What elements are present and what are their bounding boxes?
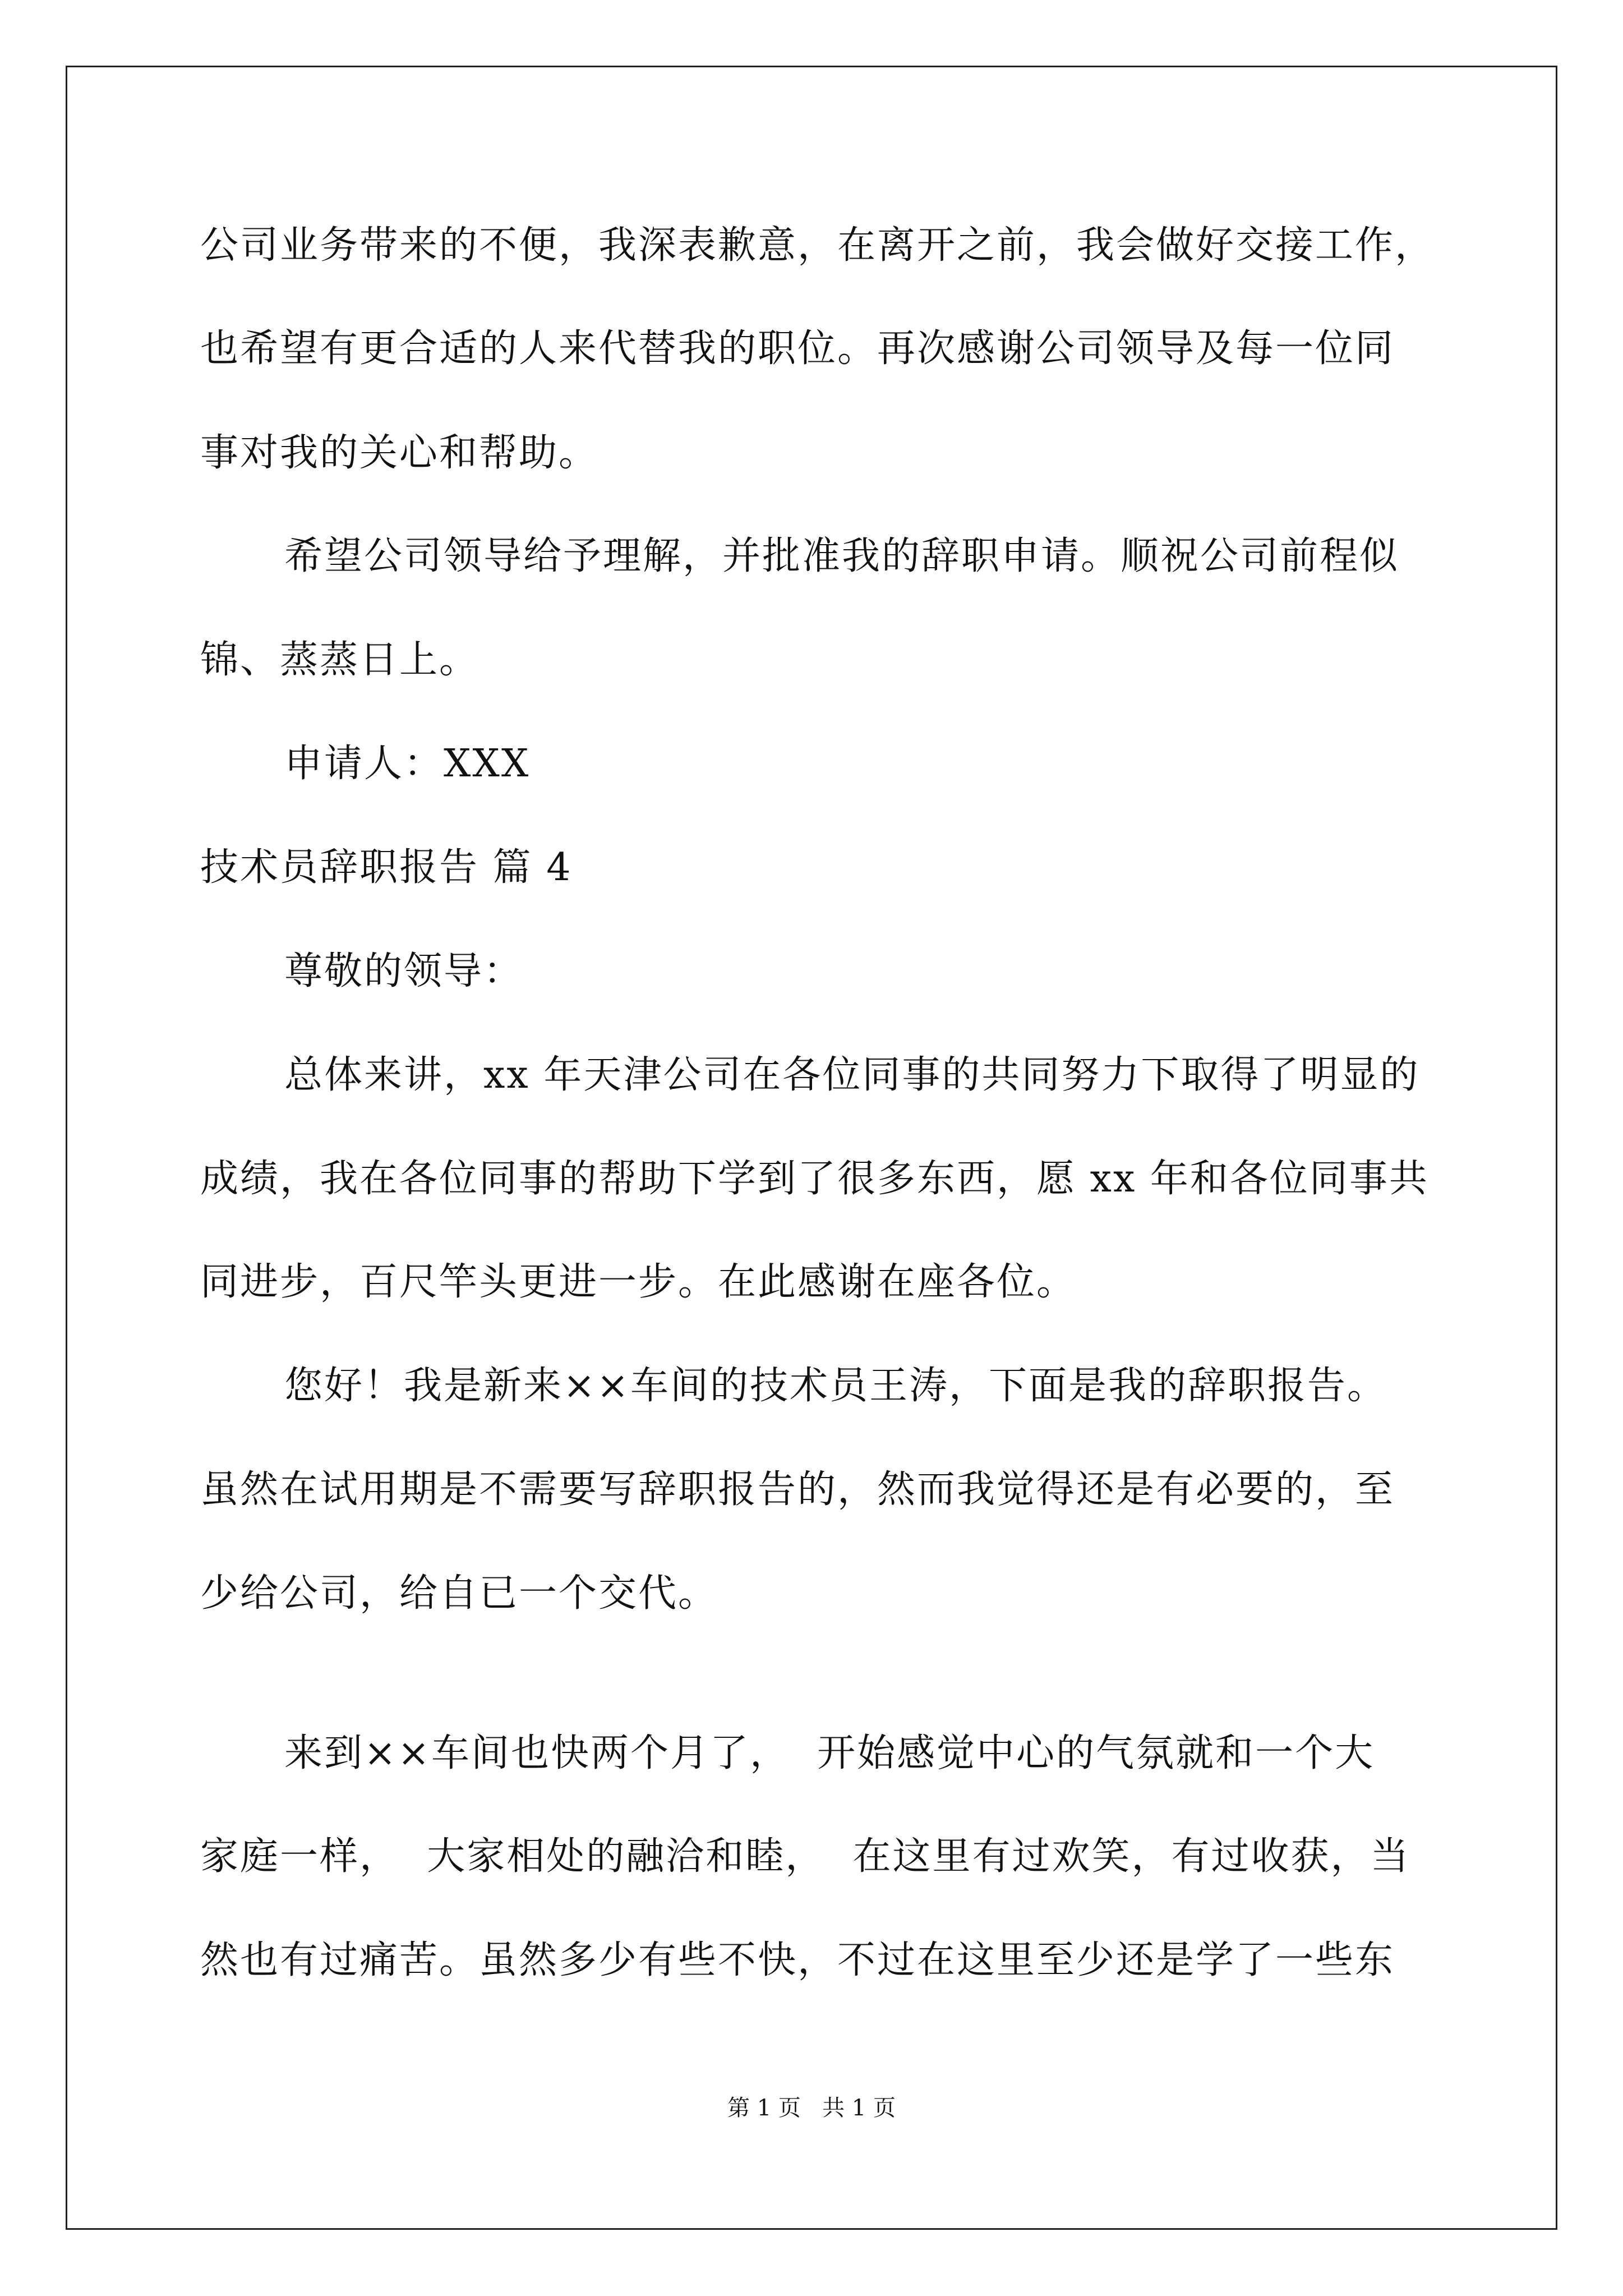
text-line: 然也有过痛苦。虽然多少有些不快，不过在这里至少还是学了一些东 [200, 1938, 1395, 1982]
text-line: 少给公司，给自已一个交代。 [200, 1571, 718, 1616]
text-line: 来到××车间也快两个月了， 开始感觉中心的气氛就和一个大 [284, 1731, 1375, 1775]
text-line: 总体来讲，xx 年天津公司在各位同事的共同努力下取得了明显的 [284, 1053, 1420, 1097]
text-line: 锦、蒸蒸日上。 [200, 638, 479, 682]
text-line: 家庭一样， 大家相处的融洽和睦， 在这里有过欢笑，有过收获，当 [200, 1834, 1410, 1879]
text-line: 同进步，百尺竿头更进一步。在此感谢在座各位。 [200, 1260, 1077, 1304]
salutation: 尊敬的领导： [284, 949, 524, 993]
text-line: 成绩，我在各位同事的帮助下学到了很多东西，愿 xx 年和各位同事共 [200, 1157, 1429, 1201]
text-line: 也希望有更合适的人来代替我的职位。再次感谢公司领导及每一位同 [200, 326, 1395, 371]
text-line: 事对我的关心和帮助。 [200, 431, 599, 475]
page-footer: 第 1 页 共 1 页 [727, 2095, 896, 2121]
text-line: 虽然在试用期是不需要写辞职报告的，然而我觉得还是有必要的，至 [200, 1467, 1395, 1512]
page-border [66, 66, 1557, 2230]
section-heading: 技术员辞职报告 篇 4 [200, 845, 573, 890]
text-line: 公司业务带来的不便，我深表歉意，在离开之前，我会做好交接工作， [200, 223, 1435, 268]
text-line: 希望公司领导给予理解，并批准我的辞职申请。顺祝公司前程似 [284, 534, 1400, 578]
signature-line: 申请人：XXX [284, 742, 531, 786]
text-line: 您好！我是新来××车间的技术员王涛，下面是我的辞职报告。 [284, 1364, 1387, 1408]
